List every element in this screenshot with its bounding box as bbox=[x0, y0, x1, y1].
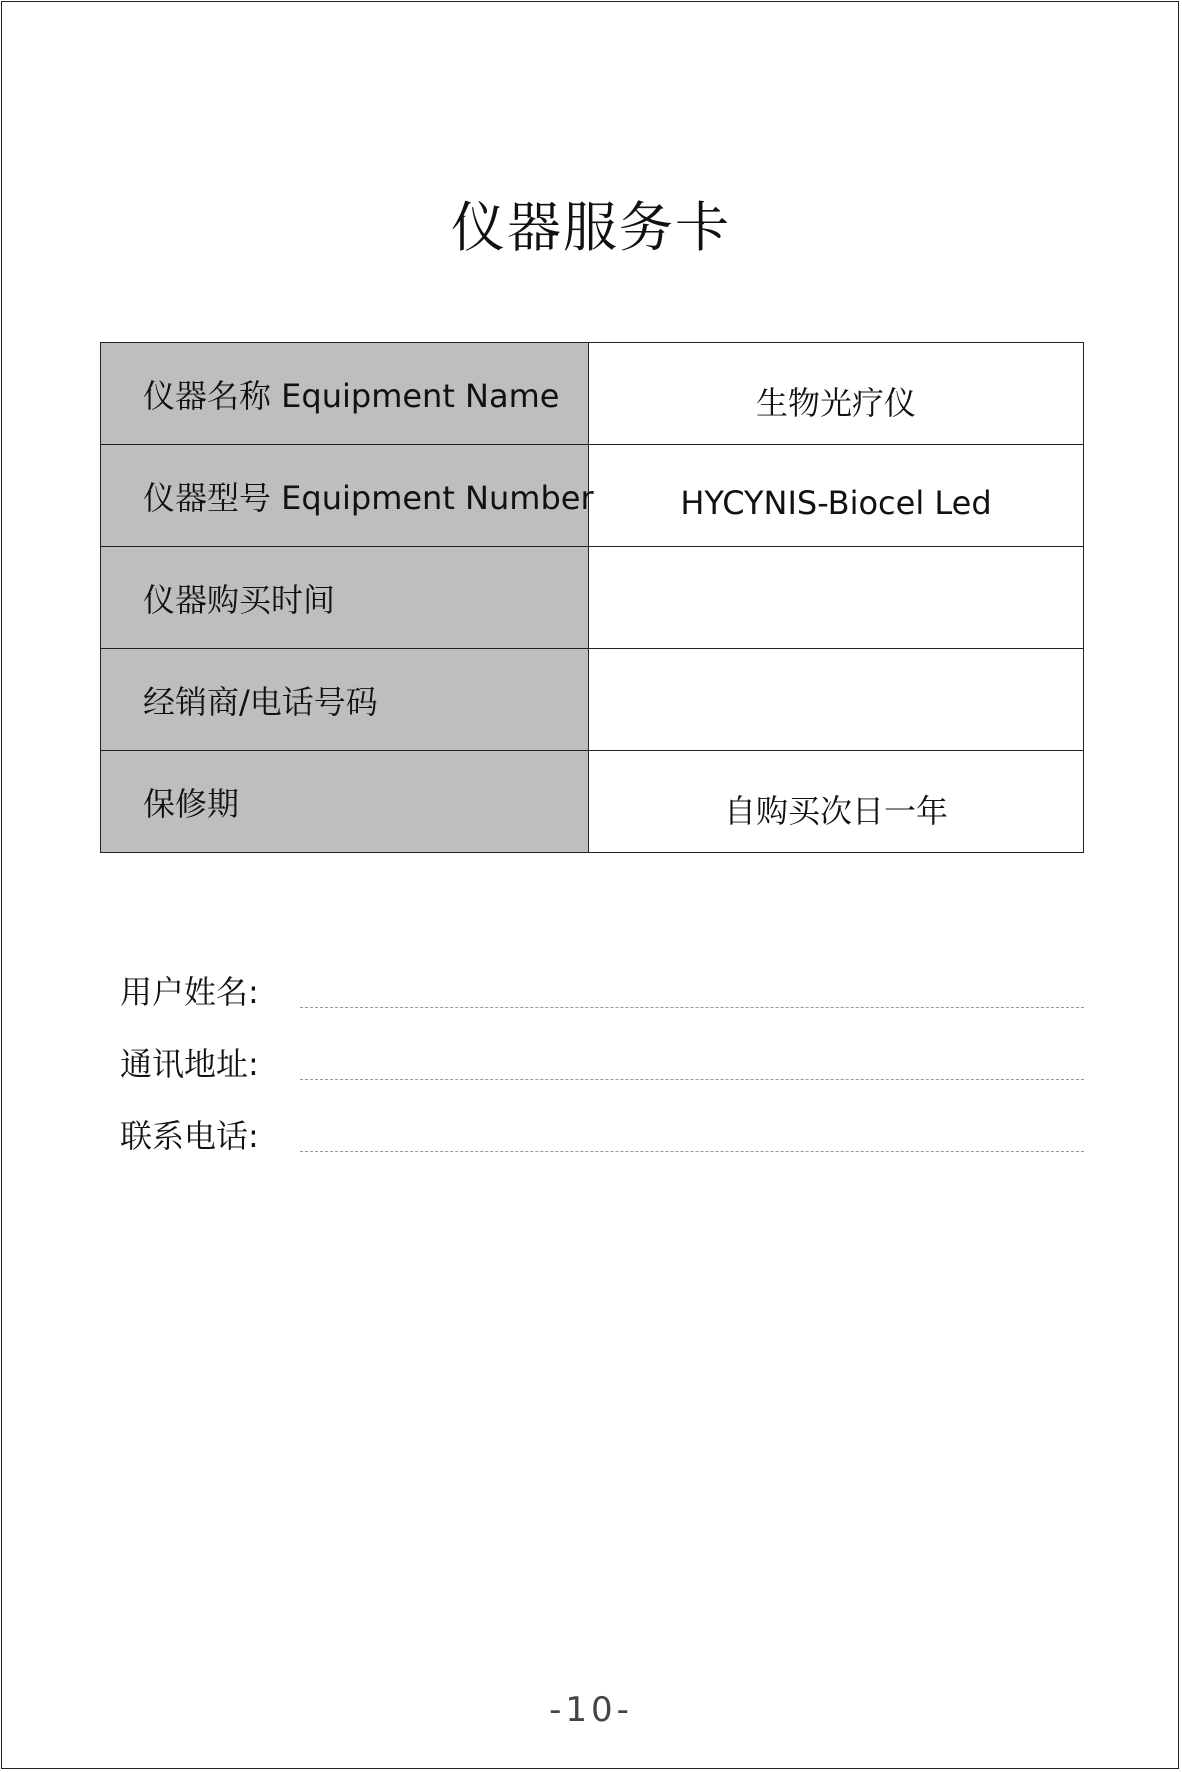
dealer-phone-label: 经销商/电话号码 bbox=[101, 649, 589, 751]
equipment-name-value bbox=[589, 343, 1084, 445]
user-name-line[interactable] bbox=[300, 987, 1084, 1008]
purchase-date-label: 仪器购买时间 bbox=[101, 547, 589, 649]
equipment-number-label: 仪器型号 Equipment Number bbox=[101, 445, 589, 547]
table-row-dealer-phone bbox=[101, 649, 1084, 751]
dealer-phone-value bbox=[589, 649, 1084, 751]
table-row-equipment-name bbox=[101, 343, 1084, 445]
warranty-label: 保修期 bbox=[101, 751, 589, 853]
phone-label: 联系电话: bbox=[120, 1117, 259, 1155]
page-title: 仪器服务卡 bbox=[451, 196, 731, 259]
service-info-table bbox=[100, 342, 1084, 853]
purchase-date-value bbox=[589, 547, 1084, 649]
table-row-warranty bbox=[101, 751, 1084, 853]
page-border bbox=[1, 1, 1179, 1769]
table-row-equipment-number bbox=[101, 445, 1084, 547]
address-line[interactable] bbox=[300, 1059, 1084, 1080]
warranty-value bbox=[589, 751, 1084, 853]
phone-row bbox=[120, 1084, 1084, 1156]
address-row bbox=[120, 1012, 1084, 1084]
warranty-value-text: 自购买次日一年 bbox=[723, 791, 948, 830]
phone-line[interactable] bbox=[300, 1131, 1084, 1152]
table-row-purchase-date bbox=[101, 547, 1084, 649]
user-name-row bbox=[120, 940, 1084, 1012]
user-info-fields bbox=[120, 940, 1084, 1156]
equipment-name-value-text: 生物光疗仪 bbox=[755, 383, 916, 422]
equipment-number-value bbox=[589, 445, 1084, 547]
equipment-name-label: 仪器名称 Equipment Name bbox=[101, 343, 589, 445]
address-label: 通讯地址: bbox=[120, 1045, 259, 1083]
equipment-number-value-text: HYCYNIS-Biocel Led bbox=[680, 483, 992, 522]
user-name-label: 用户姓名: bbox=[120, 973, 259, 1011]
page-number: -10- bbox=[549, 1690, 633, 1730]
